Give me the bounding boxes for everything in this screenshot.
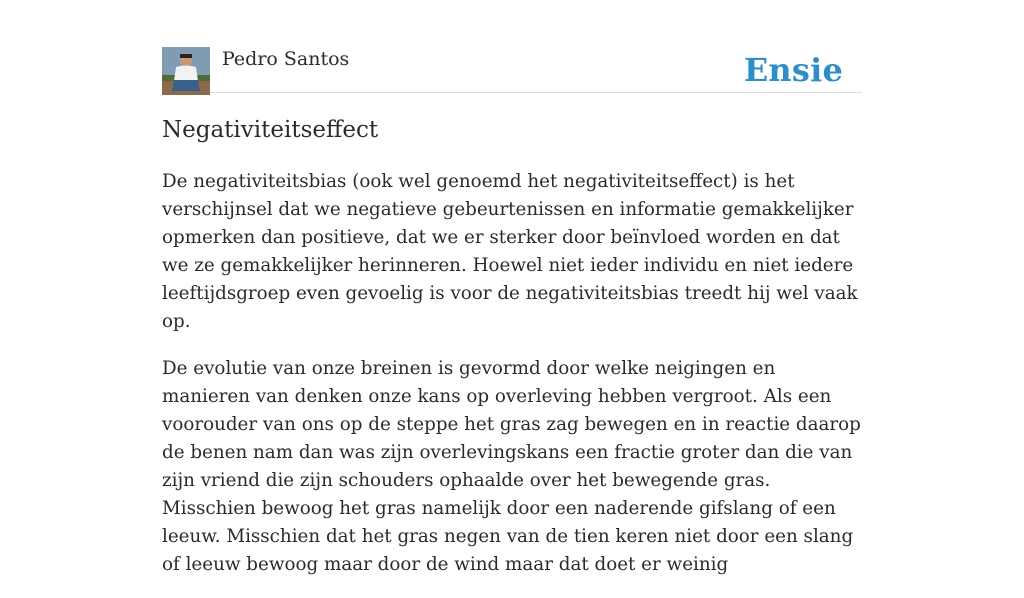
article-paragraph: De negativiteitsbias (ook wel genoemd het negativiteitseffect) is het verschijnsel dat we negatieve gebeurtenissen en informatie gemakkelijker opmerken dan positieve, dat we er sterker door beïnvloed worden en dat we ze gemakkelijker herinneren. Hoewel niet ieder individu en niet iedere leeftijdsgroep even gevoelig is voor de negativiteitsbias treedt hij wel vaak op.	[162, 171, 858, 332]
article-page	[162, 0, 862, 575]
article-header	[162, 44, 862, 93]
article-body	[162, 168, 862, 598]
ensie-logo[interactable]: Ensie	[743, 51, 843, 89]
article-paragraph: De evolutie van onze breinen is gevormd door welke neigingen en manieren van denken onze kans op overleving hebben vergroot. Als een voorouder van ons op de steppe het gras zag bewegen en in reactie daarop de benen nam dan was zijn overlevingskans een fractie groter dan die van zijn vriend die zijn schouders ophaalde over het bewegende gras. Misschien bewoog het gras namelijk door een naderende gifslang of een leeuw. Misschien dat het gras negen van de tien keren niet door een slang of leeuw bewoog maar door de wind maar dat doet er weinig	[162, 358, 861, 575]
article-title: Negativiteitseffect	[162, 117, 379, 143]
author-photo-icon	[162, 47, 210, 95]
author-name[interactable]: Pedro Santos	[222, 48, 350, 70]
author-avatar[interactable]	[162, 47, 210, 95]
